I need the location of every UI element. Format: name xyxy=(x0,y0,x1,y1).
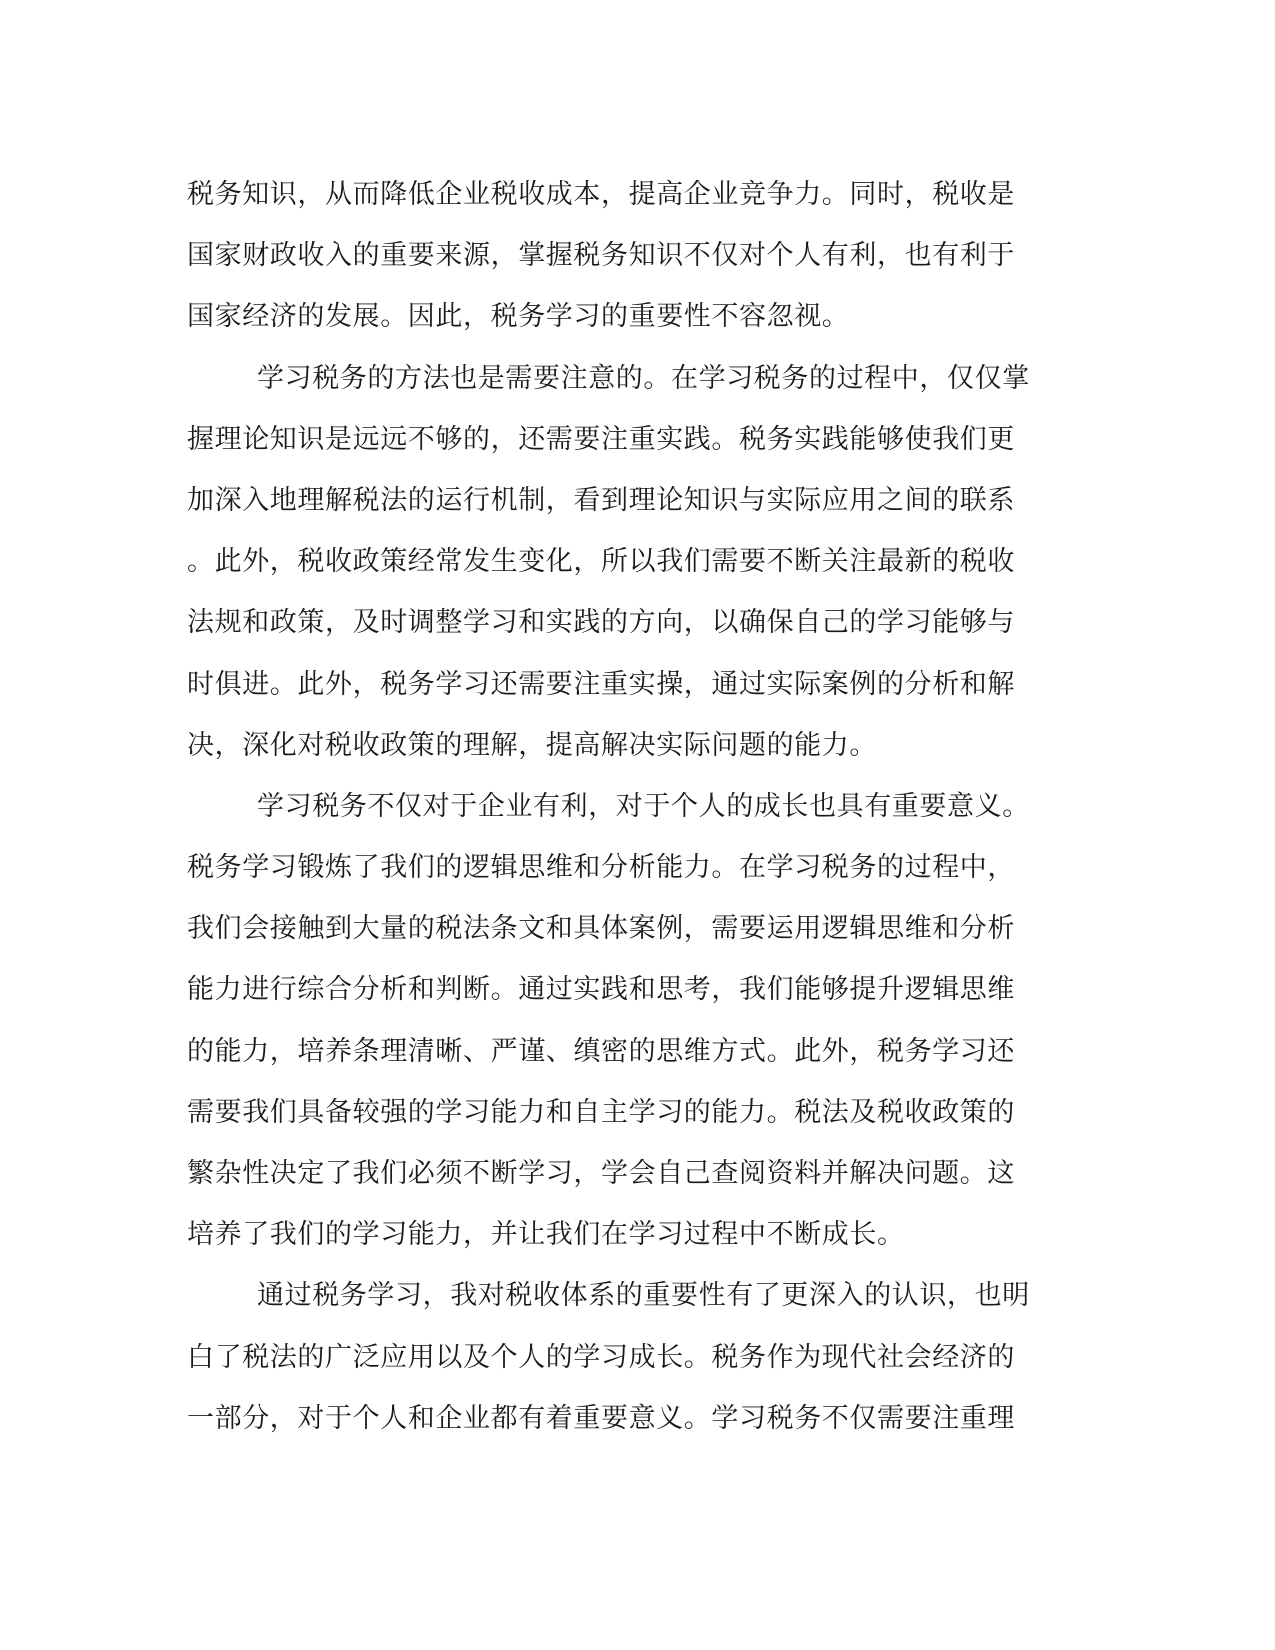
paragraph-first-line: 通过税务学习，我对税收体系的重要性有了更深入的认识，也明 xyxy=(257,1280,1030,1312)
text-line: 加深入地理解税法的运行机制，看到理论知识与实际应用之间的联系 xyxy=(187,484,1015,516)
body-text xyxy=(187,164,1067,1449)
paragraph-first-line: 学习税务的方法也是需要注意的。在学习税务的过程中，仅仅掌 xyxy=(257,362,1030,394)
text-line: 决，深化对税收政策的理解，提高解决实际问题的能力。 xyxy=(187,729,877,761)
text-line: 的能力，培养条理清晰、严谨、缜密的思维方式。此外，税务学习还 xyxy=(187,1035,1015,1067)
text-line: 繁杂性决定了我们必须不断学习，学会自己查阅资料并解决问题。这 xyxy=(187,1158,1015,1189)
text-line: 白了税法的广泛应用以及个人的学习成长。税务作为现代社会经济的 xyxy=(187,1341,1015,1373)
text-line: 。此外，税收政策经常发生变化，所以我们需要不断关注最新的税收 xyxy=(187,546,1015,578)
paragraph-first-line: 学习税务不仅对于企业有利，对于个人的成长也具有重要意义。 xyxy=(257,790,1030,822)
text-line: 税务知识，从而降低企业税收成本，提高企业竞争力。同时，税收是 xyxy=(187,179,1015,210)
text-line: 国家经济的发展。因此，税务学习的重要性不容忽视。 xyxy=(187,301,850,333)
text-line: 法规和政策，及时调整学习和实践的方向，以确保自己的学习能够与 xyxy=(187,607,1015,639)
text-line: 培养了我们的学习能力，并让我们在学习过程中不断成长。 xyxy=(187,1219,905,1251)
text-line: 能力进行综合分析和判断。通过实践和思考，我们能够提升逻辑思维 xyxy=(187,974,1015,1006)
text-line: 一部分，对于个人和企业都有着重要意义。学习税务不仅需要注重理 xyxy=(187,1402,1015,1434)
text-line: 税务学习锻炼了我们的逻辑思维和分析能力。在学习税务的过程中， xyxy=(187,852,1015,884)
text-line: 时俱进。此外，税务学习还需要注重实操，通过实际案例的分析和解 xyxy=(187,668,1015,700)
text-line: 握理论知识是远远不够的，还需要注重实践。税务实践能够使我们更 xyxy=(187,423,1015,455)
text-line: 我们会接触到大量的税法条文和具体案例，需要运用逻辑思维和分析 xyxy=(187,913,1015,945)
text-line: 国家财政收入的重要来源，掌握税务知识不仅对个人有利，也有利于 xyxy=(187,240,1015,272)
text-line: 需要我们具备较强的学习能力和自主学习的能力。税法及税收政策的 xyxy=(187,1096,1015,1128)
